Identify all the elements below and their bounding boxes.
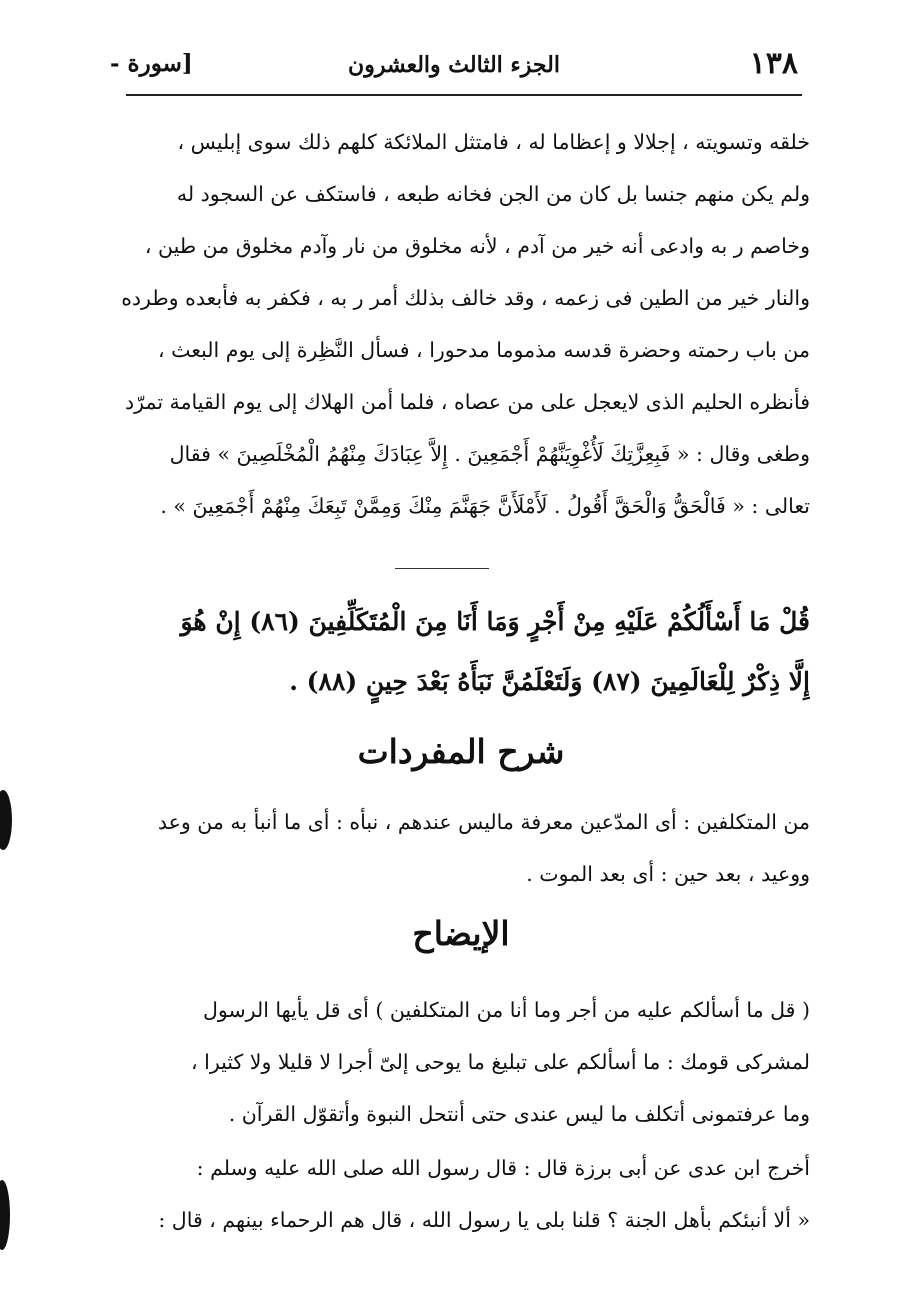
text-line: من المتكلفين : أى المدّعين معرفة ماليس عندهم ، نبأه : أى ما أنبأ به من وعد [157,810,810,834]
text-line: أخرج ابن عدى عن أبى برزة قال : قال رسول الله صلى الله عليه وسلم : [196,1156,810,1180]
text-line: من باب رحمته وحضرة قدسه مذموما مدحورا ، فسأل النَّظِرة إلى يوم البعث ، [157,338,810,362]
text-line: فأنظره الحليم الذى لايعجل على من عصاه ، فلما أمن الهلاك إلى يوم القيامة تمرّد [125,390,810,414]
page-number: ١٣٨ [749,46,798,81]
commentary-passage [112,116,810,532]
scan-mark [0,790,12,850]
quran-verses [112,592,810,712]
vocab-title: شرح المفردات [357,732,565,771]
scan-mark [0,1180,10,1250]
text-line: « ألا أنبئكم بأهل الجنة ؟ قلنا بلى يا رسول الله ، قال هم الرحماء بينهم ، قال : [158,1208,810,1232]
text-line: لمشركى قومك : ما أسألكم على تبليغ ما يوحى إلىّ أجرا لا قليلا ولا كثيرا ، [190,1050,810,1074]
text-line: ولم يكن منهم جنسا بل كان من الجن فخانه طبعه ، فاستكف عن السجود له [176,182,810,206]
text-line: تعالى : « فَالْحَقُّ وَالْحَقَّ أَقُولُ . لَأَمْلَأَنَّ جَهَنَّمَ مِنْكَ وَمِمَّنْ تَبِعَكَ مِنْهُمْ أَجْمَعِينَ » . [160,494,810,518]
text-line: وما عرفتمونى أتكلف ما ليس عندى حتى أنتحل النبوة وأتقوّل القرآن . [228,1102,810,1126]
text-line: ووعيد ، بعد حين : أى بعد الموت . [526,862,810,886]
explanation-paragraph [112,984,810,1140]
section-divider [395,568,489,569]
verse-line: قُلْ مَا أَسْأَلُكُمْ عَلَيْهِ مِنْ أَجْرٍ وَمَا أَنَا مِنَ الْمُتَكَلِّفِينَ (٨٦) إِنْ هُوَ [180,607,810,636]
sura-label: [سورة - [110,50,193,77]
text-line: والنار خير من الطين فى زعمه ، وقد خالف بذلك أمر ر به ، فكفر به فأبعده وطرده [121,286,810,310]
text-line: ( قل ما أسألكم عليه من أجر وما أنا من المتكلفين ) أى قل يأيها الرسول [202,998,810,1022]
text-line: وطغى وقال : « فَبِعِزَّتِكَ لَأُغْوِيَنَّهُمْ أَجْمَعِينَ . إِلاَّ عِبَادَكَ مِنْهُمُ الْمُخْلَصِينَ » فقال [169,442,810,466]
vocab-passage [112,796,810,900]
running-head: الجزء الثالث والعشرون [348,52,560,78]
hadith-paragraph [112,1142,810,1246]
text-line: وخاصم ر به وادعى أنه خير من آدم ، لأنه مخلوق من نار وآدم مخلوق من طين ، [144,234,810,258]
explanation-title: الإيضاح [412,914,510,953]
verse-line: إِلَّا ذِكْرٌ لِلْعَالَمِينَ (٨٧) وَلَتَعْلَمُنَّ نَبَأَهُ بَعْدَ حِينٍ (٨٨) . [289,667,810,696]
page-header [110,42,798,86]
header-rule [126,94,802,96]
text-line: خلقه وتسويته ، إجلالا و إعظاما له ، فامتثل الملائكة كلهم ذلك سوى إبليس ، [177,130,810,154]
